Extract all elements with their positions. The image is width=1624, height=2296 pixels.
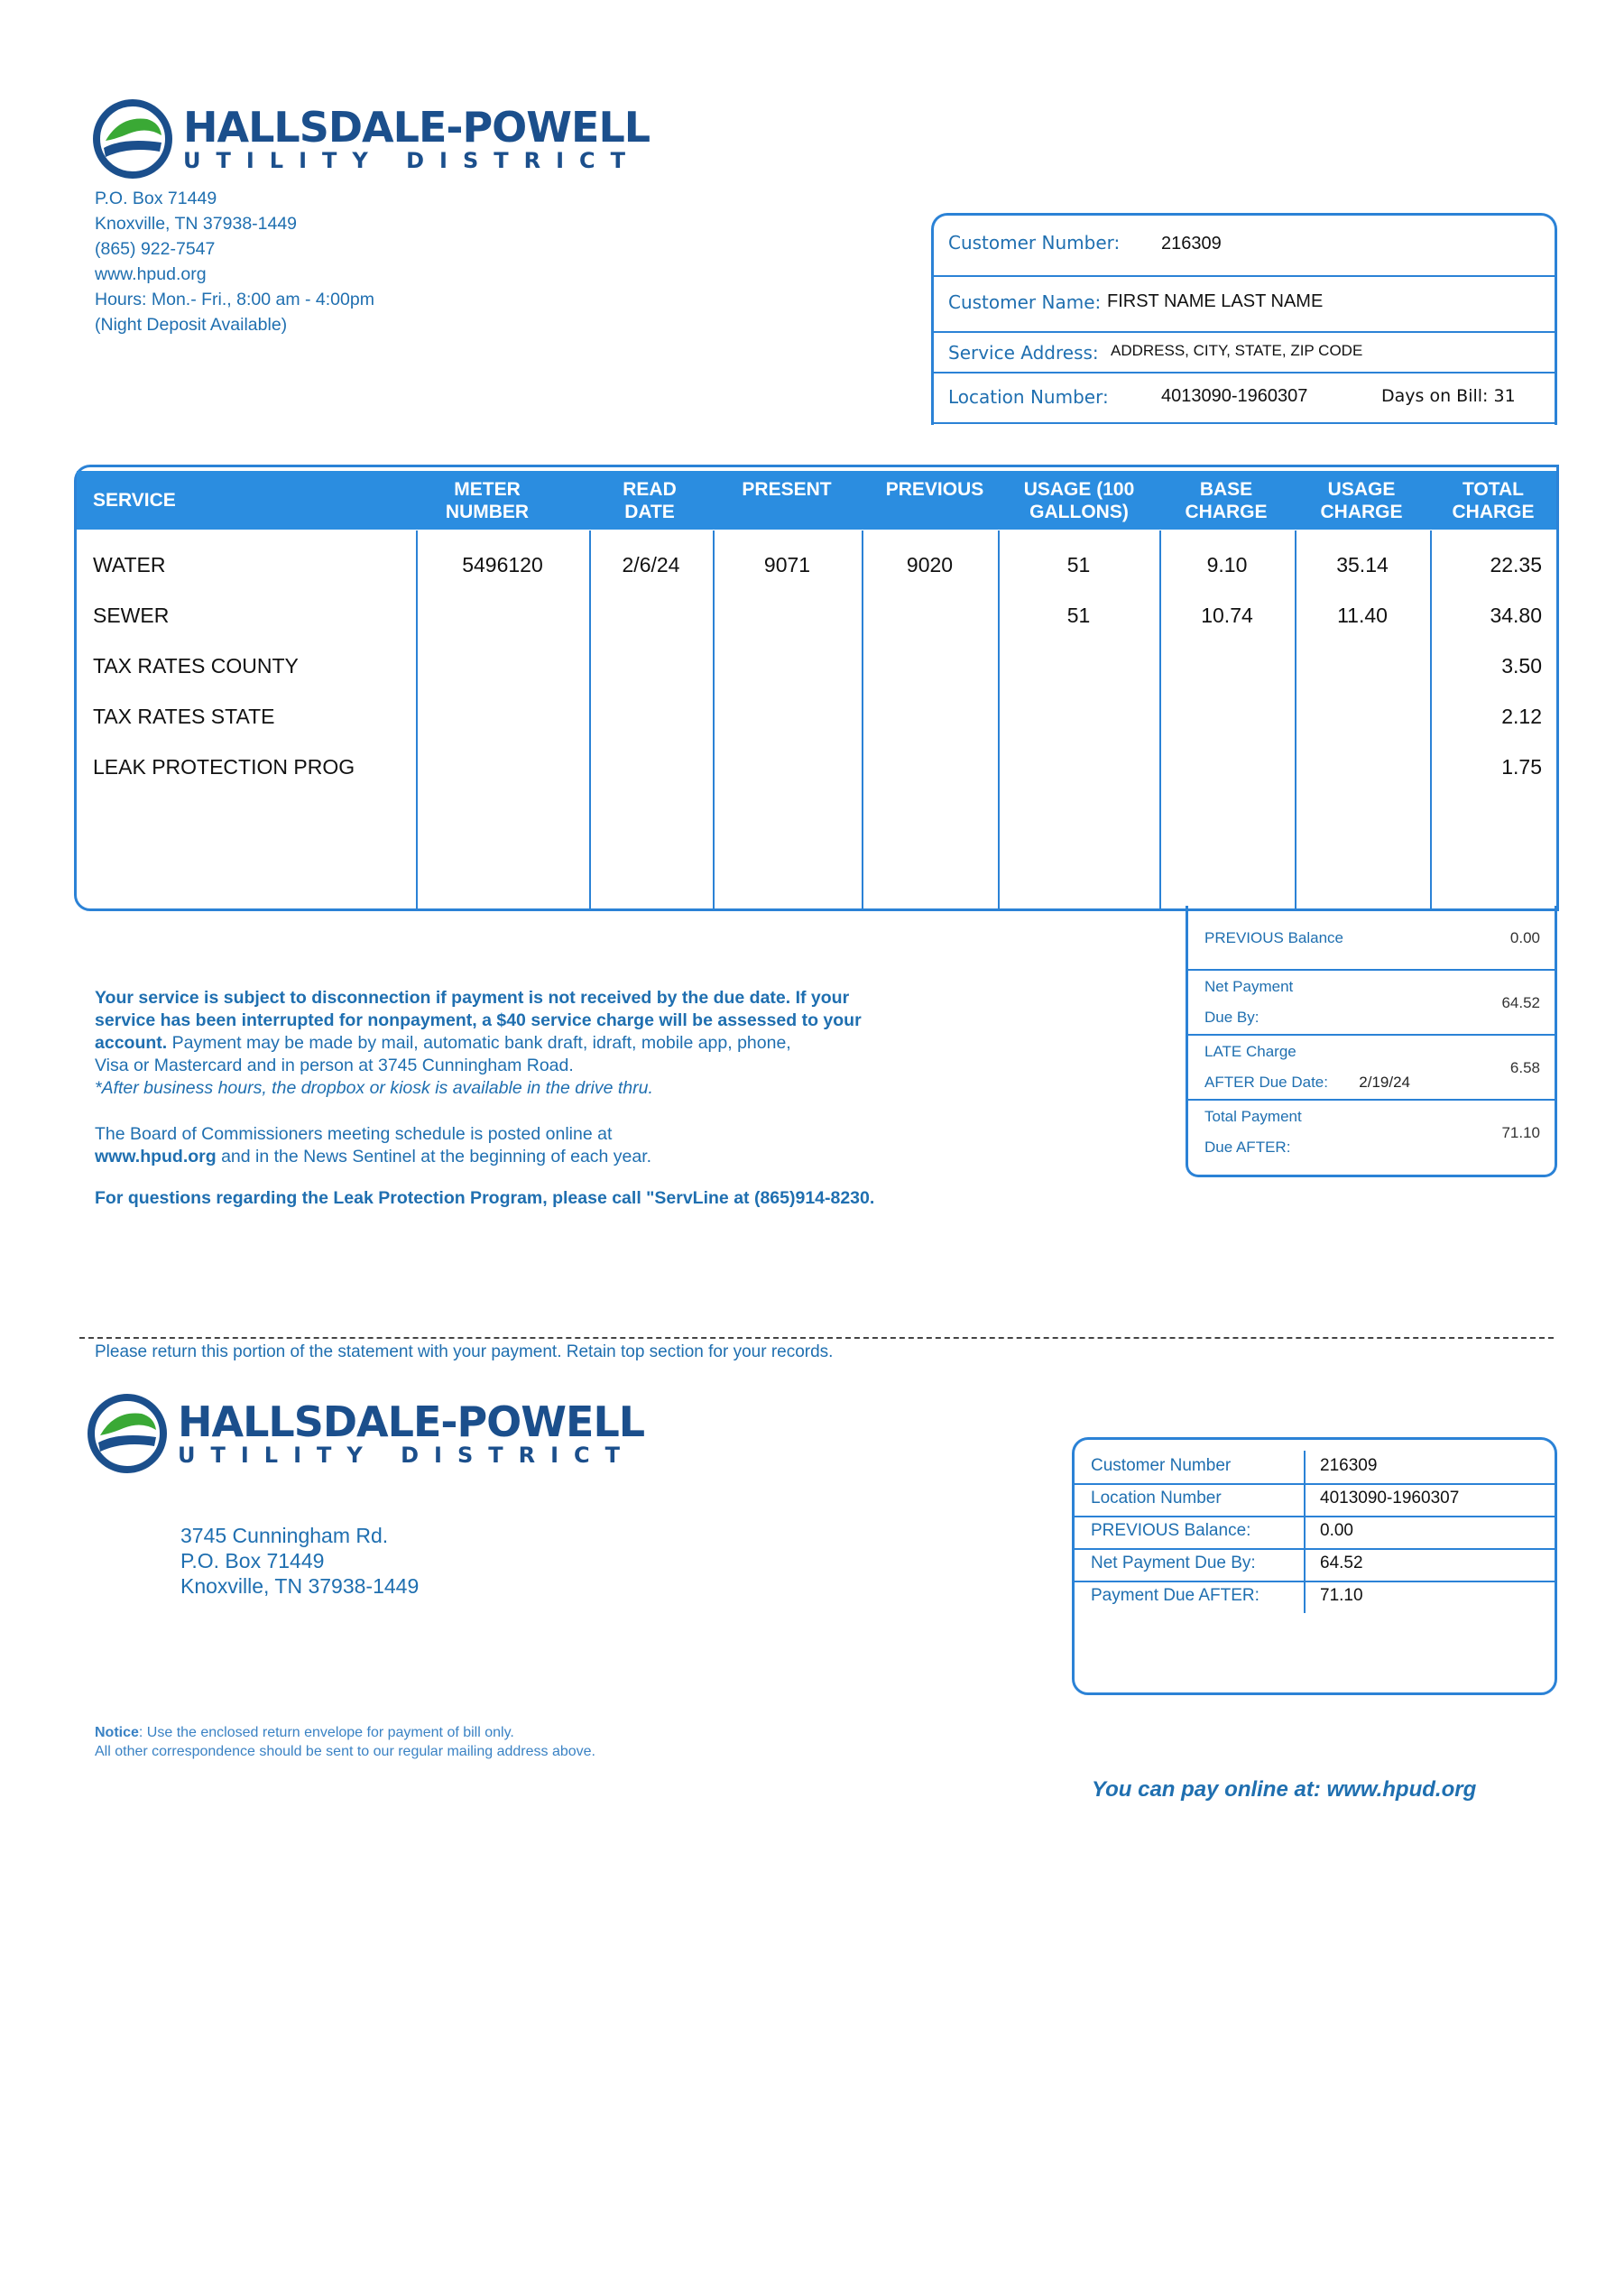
envelope-notice-line2: All other correspondence should be sent to our regular mailing address above. (95, 1744, 595, 1759)
company-subtitle: UTILITY DISTRICT (183, 148, 641, 173)
header-read-date: READ DATE (623, 479, 677, 522)
stub-label: PREVIOUS Balance: (1091, 1521, 1251, 1540)
stub-label: Location Number (1091, 1489, 1222, 1508)
column-divider (416, 530, 418, 908)
stub-value: 64.52 (1320, 1554, 1363, 1572)
notice-account: account. (95, 1033, 168, 1053)
column-divider (589, 530, 591, 908)
address-line: Knoxville, TN 37938-1449 (95, 214, 298, 234)
remit-address-line: 3745 Cunningham Rd. (180, 1524, 389, 1547)
due-after-label: Due AFTER: (1204, 1139, 1291, 1156)
net-payment-row (1188, 969, 1555, 1036)
remit-address-line: P.O. Box 71449 (180, 1549, 325, 1572)
stub-value: 0.00 (1320, 1521, 1353, 1540)
total-payment-row (1188, 1099, 1555, 1164)
notice-line: service has been interrupted for nonpayment, a $40 service charge will be assessed to your (95, 1010, 862, 1030)
stub-row (1075, 1516, 1555, 1550)
total-charge: 2.12 (1501, 705, 1542, 728)
company-name: HALLSDALE-POWELL (178, 1397, 645, 1446)
board-line: The Board of Commissioners meeting schedule is posted online at (95, 1124, 613, 1144)
previous-balance-value: 0.00 (1509, 929, 1540, 946)
stub-row (1075, 1581, 1555, 1613)
stub-value: 216309 (1320, 1456, 1378, 1475)
website-link[interactable]: www.hpud.org (95, 1147, 217, 1166)
total-payment-label: Total Payment (1204, 1108, 1302, 1125)
service-address-value: ADDRESS, CITY, STATE, ZIP CODE (1111, 342, 1363, 359)
hpud-logo-icon (93, 99, 172, 179)
notice-line (95, 1032, 997, 1055)
stub-label: Customer Number (1091, 1456, 1232, 1475)
late-charge-value: 6.58 (1509, 1059, 1540, 1076)
customer-name-value: FIRST NAME LAST NAME (1107, 291, 1324, 311)
read-date: 2/6/24 (622, 553, 680, 576)
total-charge: 1.75 (1501, 755, 1542, 779)
present-reading: 9071 (763, 553, 811, 576)
usage: 51 (1066, 553, 1091, 576)
company-address (95, 186, 374, 337)
net-payment-label: Net Payment (1204, 978, 1294, 995)
header-previous: PREVIOUS (885, 479, 984, 500)
payment-stub-box (1072, 1437, 1557, 1695)
envelope-notice (95, 1723, 595, 1761)
net-payment-value: 64.52 (1501, 994, 1540, 1011)
company-logo (93, 99, 650, 179)
remit-address (180, 1523, 419, 1599)
customer-number-value: 216309 (1161, 234, 1222, 254)
customer-info-box (931, 213, 1557, 425)
hours-line: Hours: Mon.- Fri., 8:00 am - 4:00pm (95, 290, 374, 309)
column-divider (713, 530, 715, 908)
after-due-date-label: AFTER Due Date: (1204, 1074, 1328, 1091)
base-charge: 9.10 (1206, 553, 1248, 576)
header-present: PRESENT (742, 479, 832, 500)
service-name: TAX RATES STATE (93, 705, 275, 728)
previous-balance-row (1188, 906, 1555, 971)
column-divider (862, 530, 863, 908)
customer-number-label: Customer Number: (948, 232, 1121, 254)
late-charge-row (1188, 1034, 1555, 1101)
customer-name-row (934, 275, 1555, 333)
pay-online-link[interactable]: You can pay online at: www.hpud.org (1092, 1777, 1477, 1802)
night-deposit-line: (Night Deposit Available) (95, 315, 288, 335)
location-number-label: Location Number: (948, 386, 1109, 408)
column-divider (1295, 530, 1296, 908)
return-instructions: Please return this portion of the statement with your payment. Retain top section for your records. (95, 1342, 834, 1361)
service-charges-table (74, 465, 1559, 911)
service-address-label: Service Address: (948, 342, 1099, 364)
stub-row (1075, 1451, 1555, 1485)
leak-program-notice: For questions regarding the Leak Protection Program, please call "ServLine at (865)914-8230. (95, 1188, 875, 1208)
phone-line: (865) 922-7547 (95, 239, 216, 259)
total-charge: 3.50 (1501, 654, 1542, 678)
company-subtitle: UTILITY DISTRICT (178, 1443, 636, 1468)
service-name: TAX RATES COUNTY (93, 654, 299, 678)
notice-after-hours: *After business hours, the dropbox or kiosk is available in the drive thru. (95, 1078, 653, 1098)
usage-charge: 11.40 (1337, 604, 1388, 627)
notice-payment-methods: Payment may be made by mail, automatic bank draft, idraft, mobile app, phone, (167, 1033, 791, 1053)
board-line-rest: and in the News Sentinel at the beginning of each year. (216, 1147, 652, 1166)
usage: 51 (1066, 604, 1091, 627)
customer-number-row (934, 216, 1555, 277)
board-line (95, 1146, 997, 1168)
location-number-value: 4013090-1960307 (1161, 386, 1308, 406)
notice-bold: Notice (95, 1725, 139, 1740)
envelope-notice-line1 (95, 1723, 595, 1742)
service-name: WATER (93, 553, 166, 576)
remit-address-line: Knoxville, TN 37938-1449 (180, 1574, 420, 1598)
board-notice (95, 1123, 997, 1168)
column-divider (998, 530, 1000, 908)
stub-row (1075, 1483, 1555, 1517)
header-service: SERVICE (93, 490, 176, 511)
notice-line: Visa or Mastercard and in person at 3745 Cunningham Road. (95, 1056, 574, 1075)
stub-company-logo (88, 1394, 644, 1473)
service-name: LEAK PROTECTION PROG (93, 755, 355, 779)
hpud-logo-icon (88, 1394, 167, 1473)
balance-summary-box (1186, 906, 1557, 1177)
stub-value: 71.10 (1320, 1586, 1363, 1605)
notice-line: Your service is subject to disconnection if payment is not received by the due date. If your (95, 988, 850, 1008)
days-on-bill: Days on Bill: 31 (1381, 386, 1516, 406)
total-charge: 22.35 (1490, 553, 1542, 576)
header-meter-number: METER NUMBER (445, 479, 530, 522)
previous-reading: 9020 (906, 553, 954, 576)
total-payment-value: 71.10 (1501, 1124, 1540, 1141)
customer-name-label: Customer Name: (948, 291, 1102, 313)
late-charge-label: LATE Charge (1204, 1043, 1296, 1060)
disconnection-notice (95, 987, 997, 1100)
column-divider (1159, 530, 1161, 908)
header-total-charge: TOTAL CHARGE (1452, 479, 1535, 522)
usage-charge: 35.14 (1336, 553, 1389, 576)
due-by-label: Due By: (1204, 1009, 1260, 1026)
company-name: HALLSDALE-POWELL (183, 103, 651, 152)
tear-line (79, 1337, 1554, 1339)
header-usage-charge: USAGE CHARGE (1320, 479, 1403, 522)
table-header (77, 471, 1556, 530)
header-usage-gallons: USAGE (100 GALLONS) (1023, 479, 1135, 522)
stub-value: 4013090-1960307 (1320, 1489, 1460, 1508)
stub-row (1075, 1548, 1555, 1582)
meter-number: 5496120 (462, 553, 543, 576)
header-base-charge: BASE CHARGE (1185, 479, 1268, 522)
stub-label: Net Payment Due By: (1091, 1554, 1256, 1572)
service-address-row (934, 331, 1555, 373)
website-line: www.hpud.org (95, 264, 207, 284)
service-name: SEWER (93, 604, 170, 627)
stub-label: Payment Due AFTER: (1091, 1586, 1260, 1605)
notice-text: : Use the enclosed return envelope for payment of bill only. (138, 1725, 514, 1740)
base-charge: 10.74 (1201, 604, 1253, 627)
late-due-date: 2/19/24 (1359, 1074, 1410, 1091)
total-charge: 34.80 (1490, 604, 1542, 627)
previous-balance-label: PREVIOUS Balance (1204, 929, 1344, 946)
location-row (934, 372, 1555, 424)
address-line: P.O. Box 71449 (95, 189, 217, 208)
